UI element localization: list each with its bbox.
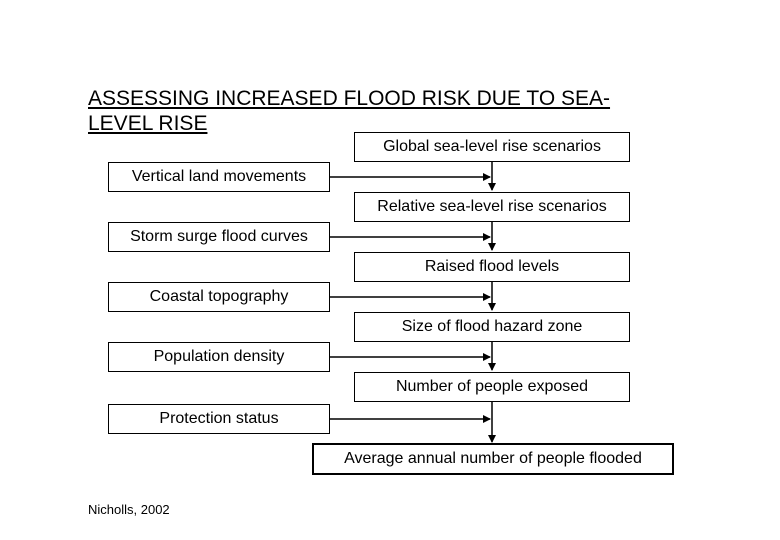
- factor-box-storm-surge: Storm surge flood curves: [108, 222, 330, 252]
- factor-box-vertical-land-movements: Vertical land movements: [108, 162, 330, 192]
- chain-box-people-exposed: Number of people exposed: [354, 372, 630, 402]
- factor-box-coastal-topography: Coastal topography: [108, 282, 330, 312]
- chain-box-flood-hazard-zone: Size of flood hazard zone: [354, 312, 630, 342]
- chain-box-people-flooded: Average annual number of people flooded: [312, 443, 674, 475]
- chain-box-relative-slr: Relative sea-level rise scenarios: [354, 192, 630, 222]
- factor-box-population-density: Population density: [108, 342, 330, 372]
- diagram-title: ASSESSING INCREASED FLOOD RISK DUE TO SEA- LEVEL RISE: [88, 87, 611, 135]
- factor-box-protection-status: Protection status: [108, 404, 330, 434]
- chain-box-raised-flood-levels: Raised flood levels: [354, 252, 630, 282]
- citation: Nicholls, 2002: [88, 502, 170, 517]
- chain-box-global-slr: Global sea-level rise scenarios: [354, 132, 630, 162]
